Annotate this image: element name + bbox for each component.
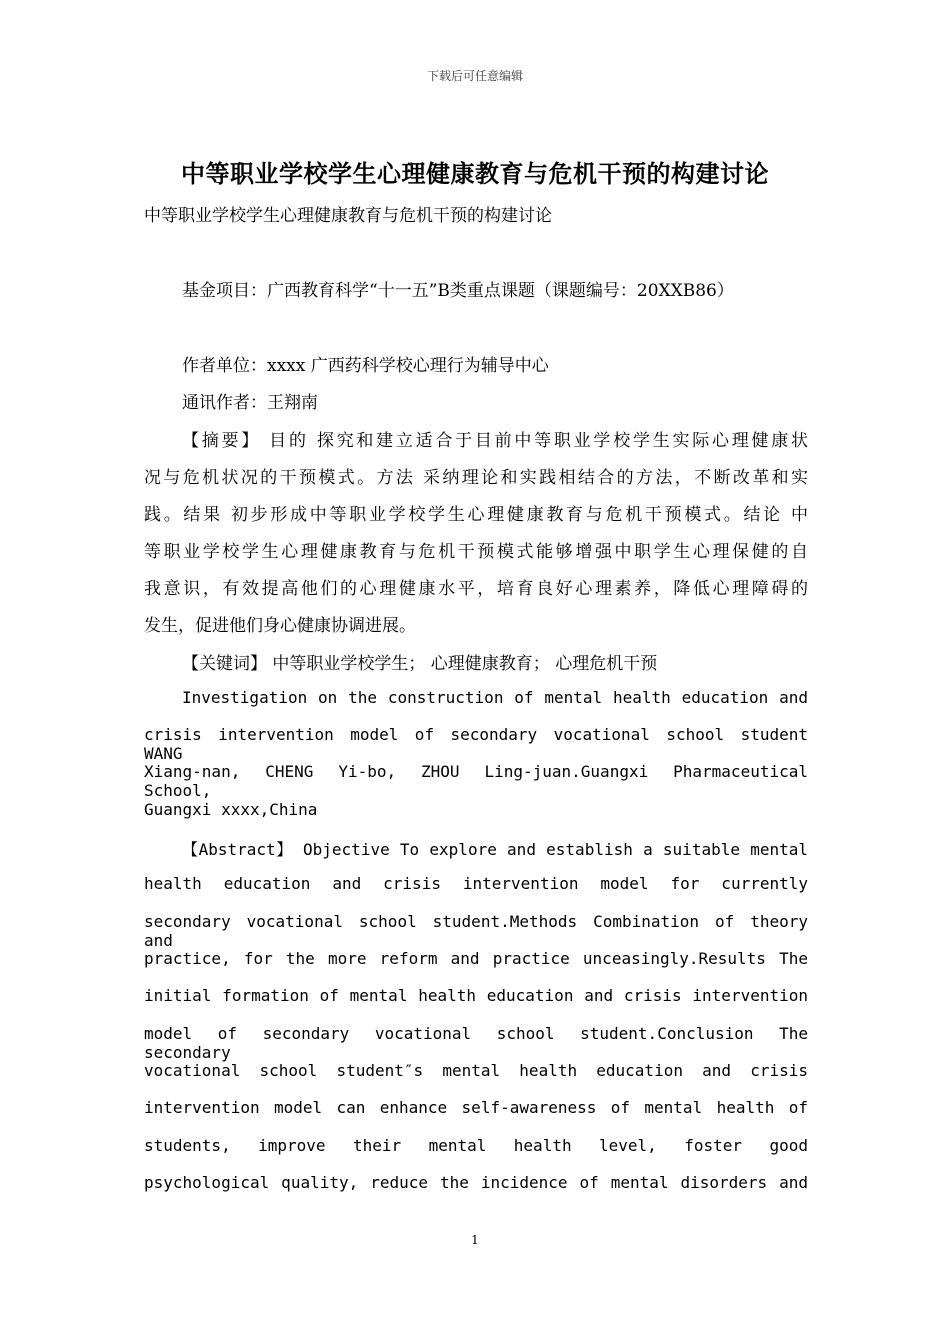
abstract-en-line: 【Abstract】 Objective To explore and establish a suitable mental (182, 840, 808, 859)
page-number: 1 (471, 1233, 479, 1247)
english-title-line: Guangxi xxxx,China (144, 800, 318, 819)
abstract-cn-line: 发生，促进他们身心健康协调进展。 (144, 616, 416, 636)
header-note: 下载后可任意编辑 (426, 69, 523, 83)
abstract-cn-line: 我意识，有效提高他们的心理健康水平，培育良好心理素养，降低心理障碍的 (144, 579, 808, 599)
abstract-en-line: health education and crisis intervention model for currently (144, 874, 808, 893)
keywords-cn: 【关键词】 中等职业学校学生； 心理健康教育； 心理危机干预 (182, 654, 658, 674)
fund-info: 基金项目：广西教育科学“十一五”B类重点课题（课题编号：20XXB86） (182, 281, 734, 301)
abstract-cn-line: 等职业学校学生心理健康教育与危机干预模式能够增强中职学生心理保健的自 (144, 542, 808, 562)
document-title: 中等职业学校学生心理健康教育与危机干预的构建讨论 (181, 159, 769, 188)
abstract-en-line: psychological quality, reduce the incidence of mental disorders and (144, 1173, 808, 1192)
english-title-line: Investigation on the construction of mental health education and (182, 688, 808, 707)
english-title-line: crisis intervention model of secondary vocational school student WANG (144, 725, 808, 763)
abstract-cn-line: 况与危机状况的干预模式。方法 采纳理论和实践相结合的方法，不断改革和实 (144, 468, 808, 488)
abstract-en-line: practice, for the more reform and practice unceasingly.Results The (144, 949, 808, 968)
abstract-en-line: students, improve their mental health level, foster good (144, 1136, 808, 1155)
abstract-cn-line: 【摘要】 目的 探究和建立适合于目前中等职业学校学生实际心理健康状 (182, 431, 808, 451)
abstract-en-line: initial formation of mental health education and crisis intervention (144, 986, 808, 1005)
subtitle: 中等职业学校学生心理健康教育与危机干预的构建讨论 (144, 206, 552, 226)
abstract-en-line: vocational school student″s mental health education and crisis (144, 1061, 808, 1080)
abstract-en-line: secondary vocational school student.Methods Combination of theory and (144, 912, 808, 950)
corresponding-author: 通讯作者：王翔南 (182, 393, 318, 413)
author-affiliation: 作者单位：xxxx 广西药科学校心理行为辅导中心 (182, 356, 549, 376)
abstract-cn-line: 践。结果 初步形成中等职业学校学生心理健康教育与危机干预模式。结论 中 (144, 505, 808, 525)
abstract-en-line: model of secondary vocational school student.Conclusion The secondary (144, 1024, 808, 1062)
abstract-en-line: intervention model can enhance self-awareness of mental health of (144, 1098, 808, 1117)
english-title-line: Xiang-nan, CHENG Yi-bo, ZHOU Ling-juan.Guangxi Pharmaceutical School, (144, 762, 808, 800)
